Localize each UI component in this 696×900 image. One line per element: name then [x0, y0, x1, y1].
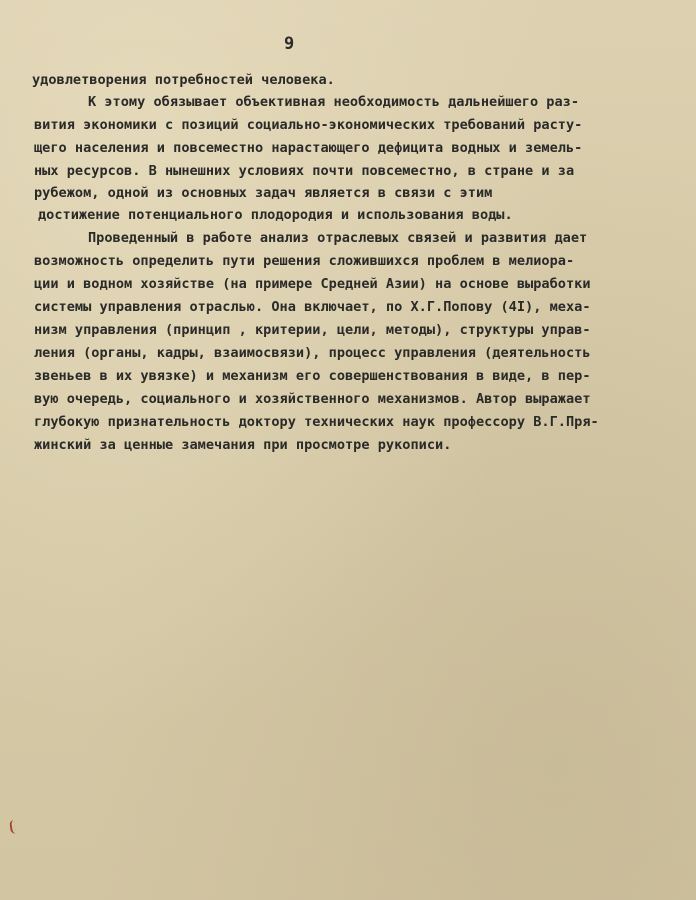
text-line: ления (органы, кадры, взаимосвязи), процесс управления (деятельность — [34, 345, 591, 361]
text-line: системы управления отраслью. Она включает, по Х.Г.Попову (4I), меха- — [34, 299, 591, 315]
text-line: достижение потенциального плодородия и использования воды. — [38, 207, 513, 223]
text-line: жинский за ценные замечания при просмотре рукописи. — [34, 437, 452, 453]
text-line: рубежом, одной из основных задач является в связи с этим — [34, 185, 493, 201]
text-line: вую очередь, социального и хозяйственного механизмов. Автор выражает — [34, 391, 591, 407]
text-line: ции и водном хозяйстве (на примере Средней Азии) на основе выработки — [34, 276, 591, 292]
text-line: К этому обязывает объективная необходимость дальнейшего раз- — [88, 94, 580, 110]
text-line: щего населения и повсеместно нарастающего дефицита водных и земель- — [34, 140, 583, 156]
text-line: Проведенный в работе анализ отраслевых связей и развития дает — [88, 230, 588, 246]
margin-pencil-mark — [9, 820, 16, 835]
text-line: низм управления (принцип , критерии, цели, методы), структуры управ- — [34, 322, 591, 338]
text-line: глубокую признательность доктору технических наук профессору В.Г.Пря- — [34, 414, 599, 430]
page-number: 9 — [284, 34, 295, 54]
text-line: вития экономики с позиций социально-экономических требований расту- — [34, 117, 583, 133]
text-line: удовлетворения потребностей человека. — [32, 72, 335, 88]
text-line: ных ресурсов. В нынешних условиях почти повсеместно, в стране и за — [34, 163, 575, 179]
text-line: звеньев в их увязке) и механизм его совершенствования в виде, в пер- — [34, 368, 591, 384]
text-line: возможность определить пути решения сложившихся проблем в мелиора- — [34, 253, 575, 269]
